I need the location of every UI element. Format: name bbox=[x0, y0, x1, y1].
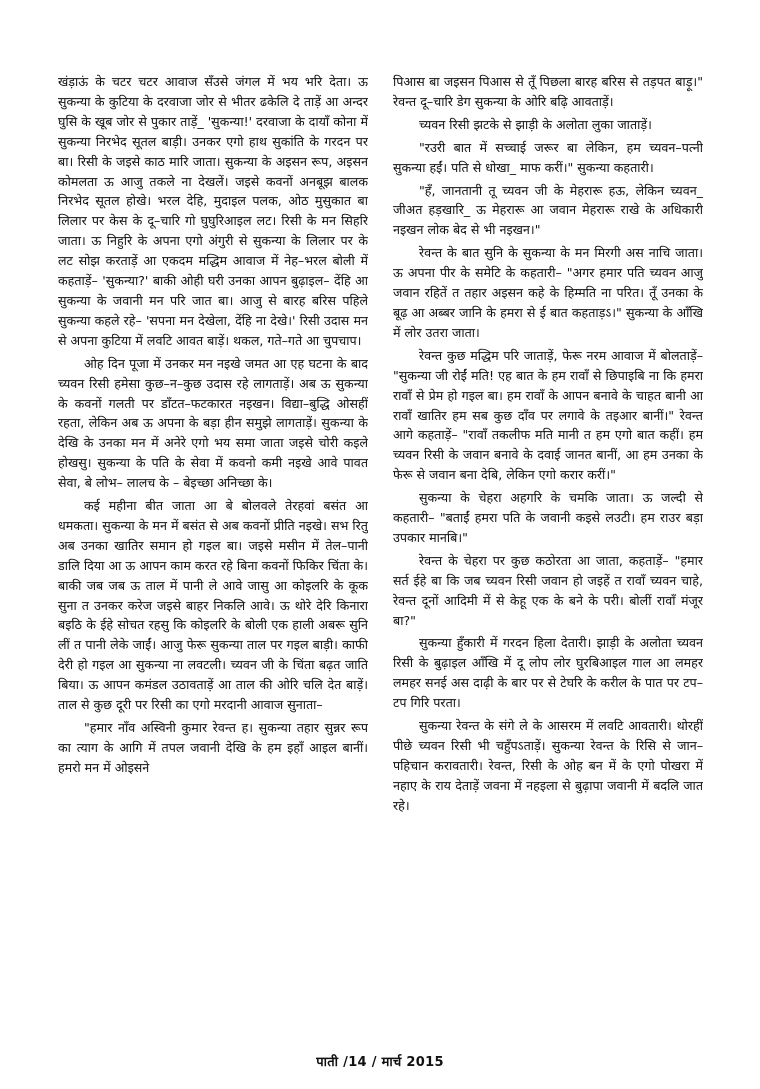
left-text-column bbox=[58, 72, 368, 1034]
right-text-column bbox=[393, 72, 703, 1034]
paragraph: सुकन्या हुँकारी में गरदन हिला देतारी। झाड़ी के अलोता च्यवन रिसी के बुढ़ाइल आँखि में दू लोप लोर घुरबिआइल गाल आ लमहर लमहर सनई अस दाढ़ी के बार पर से टेघरि के करील के पात पर टप–टप गिरि परता। bbox=[393, 635, 703, 711]
paragraph: "हमार नाँव अस्विनी कुमार रेवन्त ह। सुकन्या तहार सुन्नर रूप का त्याग के आगि में तपल जवानी देखि के हम इहाँ आइल बानीं। हमरो मन में ओइसने bbox=[58, 720, 368, 775]
paragraph: "हँ, जानतानी तू च्यवन जी के मेहरारू हऊ, लेकिन च्यवन_ जीअत हड़खारि_ ऊ मेहरारू आ जवान मेहरारू राखे के अधिकारी नइखन लोक बेद से भी नइखन।" bbox=[393, 182, 703, 238]
paragraph: खंड़ाऊं के चटर चटर आवाज सँउसे जंगल में भय भरि देता। ऊ सुकन्या के कुटिया के दरवाजा जोर से भीतर ढकेलि दे ताड़ें आ अन्दर घुसि के खूब जोर से पुकार ताड़ें_ 'सुकन्या!' दरवाजा के दायाँ कोना में सुकन्या निरभेद सूतल बाड़ी। उनकर एगो हाथ सुकांति के गरदन पर बा। रिसी के जइसे काठ मारि जाता। सुकन्या के अइसन रूप, अइसन कोमलता ऊ आजु तकले ना देखलें। जइसे कवनों अनबूझ बालक निरभेद सूतल होखे। भरल देहि, मुदाइल पलक, ओठ मुसुकात बा लिलार पर केस के दू–चारि गो घुघुरिआइल लट। रिसी के मन सिहरि जाता। ऊ निहुरि के अपना एगो अंगुरी से सुकन्या के लिलार पर के लट सोझ करताड़ें आ एकदम मद्धिम आवाज में नेह–भरल बोली में कहताड़ें– 'सुकन्या?' बाकी ओही घरी उनका आपन बुढ़ाइल– देंहि आ सुकन्या के जवानी मन परि जात बा। आजु से बारह बरिस पहिले सुकन्या कहले रहे– 'सपना मन देखेला, देंहि ना देखे।' रिसी उदास मन से अपना कुटिया में लवटि आवत बाड़ें। थकल, गते–गते आ चुपचाप। bbox=[58, 74, 368, 348]
paragraph: रेवन्त कुछ मद्धिम परि जाताड़ें, फेरू नरम आवाज में बोलताड़ें– "सुकन्या जी रोईं मति! एह बात के हम रावाँ से छिपाइबि ना कि हमरा रावाँ से प्रेम हो गइल बा। हम रावाँ के आपन बनावे के चाहत बानी आ रावाँ खातिर हम सब कुछ दाँव पर लगावे के तइआर बानीं।" रेवन्त आगे कहताड़ें– "रावाँ तकलीफ मति मानी त हम एगो बात कहीं। हम च्यवन रिसी के जवान बनावे के दवाई जानत बानीं, आ हम उनका के फेरू से जवान बना देबि, लेकिन एगो करार करीं।" bbox=[393, 347, 703, 483]
paragraph: सुकन्या रेवन्त के संगे ले के आसरम में लवटि आवतारी। थोरहीं पीछे च्यवन रिसी भी चहुँपऽताड़ें। सुकन्या रेवन्त के रिसि से जान–पहिचान करावतारी। रेवन्त, रिसी के ओह बन में के एगो पोखरा में नहाए के राय देताड़ें जवना में नहइला से बुढ़ापा जवानी में बदलि जात रहे। bbox=[393, 718, 703, 813]
page-footer: पाती /14 / मार्च 2015 bbox=[316, 1055, 444, 1070]
paragraph: पिआस बा जइसन पिआस से तूँ पिछला बारह बरिस से तड़पत बाड़ू।" रेवन्त दू–चारि डेग सुकन्या के ओरि बढ़ि आवताड़ें। bbox=[393, 74, 703, 109]
paragraph: कई महीना बीत जाता आ बे बोलवले तेरहवां बसंत आ धमकता। सुकन्या के मन में बसंत से अब कवनों प्रीति नइखे। सभ रितु अब उनका खातिर समान हो गइल बा। जइसे मसीन में तेल–पानी डालि दिया आ ऊ आपन काम करत रहे बिना कवनों फिकिर चिंता के। बाकी जब जब ऊ ताल में पानी ले आवे जासु आ कोइलरि के कूक सुना त उनकर करेज जइसे बाहर निकलि आवे। ऊ थोरे देरि किनारा बइठि के ईहे सोचत रहसु कि कोइलरि के बोली एक हाली अबरू सुनि लीं त पानी लेके जाईं। आजु फेरू सुकन्या ताल पर गइल बाड़ी। काफी देरी हो गइल आ सुकन्या ना लवटली। च्यवन जी के चिंता बढ़त जाति बिया। ऊ आपन कमंडल उठावताड़ें आ ताल की ओरि चलि देत बाड़ें। ताल से कुछ दूरी पर रिसी का एगो मरदानी आवाज सुनाता– bbox=[58, 498, 368, 713]
paragraph: "रउरी बात में सच्चाई जरूर बा लेकिन, हम च्यवन–पत्नी सुकन्या हईं। पति से धोखा_ माफ करीं।" सुकन्या कहतारी। bbox=[393, 139, 703, 175]
paragraph: च्यवन रिसी झटके से झाड़ी के अलोता लुका जाताड़ें। bbox=[419, 116, 652, 132]
paragraph: ओह दिन पूजा में उनकर मन नइखे जमत आ एह घटना के बाद च्यवन रिसी हमेसा कुछ–न–कुछ उदास रहे लागताड़ें। अब ऊ सुकन्या के कवनों गलती पर डाँटत–फटकारत नइखन। विद्या–बुद्धि ओसहीं रहता, लेकिन अब ऊ अपना के बड़ा हीन समुझे लागताड़ें। सुकन्या के देखि के उनका मन में अनेरे एगो भय समा जाता जइसे चोरी कइले होखसु। सुकन्या के पति के सेवा में कवनो कमी नइखे आवे पावत सेवा, बे लोभ– लालच के – बेइच्छा अनिच्छा के। bbox=[58, 355, 368, 491]
paragraph: रेवन्त के बात सुनि के सुकन्या के मन मिरगी अस नाचि जाता। ऊ अपना पीर के समेटि के कहतारी– "अगर हमार पति च्यवन आजु जवान रहितें त तहार अइसन कहे के हिम्मति ना परित। तूँ उनका के बूढ़ आ अब्बर जानि के हमरा से ई बात कहताड़ऽ।" सुकन्या के आँखि में लोर उतरा जाता। bbox=[393, 245, 703, 340]
paragraph: सुकन्या के चेहरा अहगरि के चमकि जाता। ऊ जल्दी से कहतारी– "बताईं हमरा पति के जवानी कइसे लउटी। हम राउर बड़ा उपकार मानबि।" bbox=[393, 490, 703, 545]
paragraph: रेवन्त के चेहरा पर कुछ कठोरता आ जाता, कहताड़ें– "हमार सर्त ईहे बा कि जब च्यवन रिसी जवान हो जइहें त रावाँ च्यवन चाहे, रेवन्त दूनों आदिमी में से केहू एक के बने के परी। बोलीं रावाँ मंजूर बा?" bbox=[393, 552, 703, 628]
